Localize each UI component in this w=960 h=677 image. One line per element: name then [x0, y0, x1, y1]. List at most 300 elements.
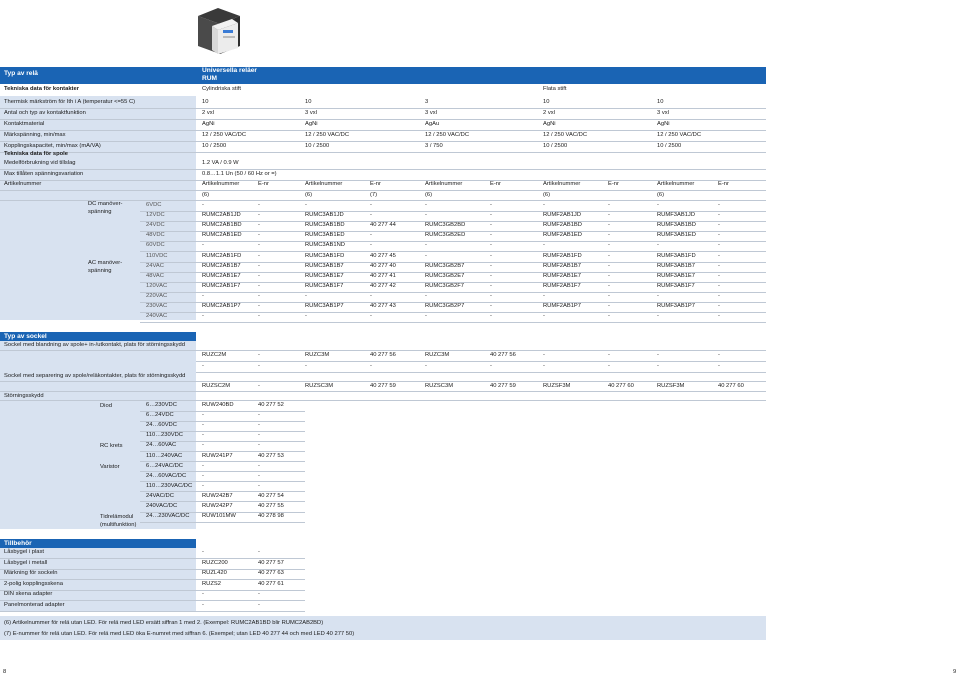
accessory-label: Låsbygel i metall — [4, 559, 48, 566]
article-col-header: Artikelnummer — [305, 181, 343, 187]
coil-title: Tekniska data för spole — [4, 151, 69, 157]
protection-enr: 40 277 54 — [258, 492, 284, 499]
accessories-band — [0, 539, 196, 548]
protection-title: Störningsskydd — [4, 393, 44, 399]
article-cell: RUMF2AB1E7 — [543, 272, 582, 279]
article-cell: RUMC2AB1FD — [202, 252, 242, 259]
article-cell: - — [425, 242, 427, 249]
socket-band — [0, 332, 196, 341]
article-cell: RUMF3AB1ED — [657, 232, 696, 239]
contact-row-value: 12 / 250 VAC/DC — [657, 132, 702, 138]
contact-row-label: Kontaktmaterial — [4, 121, 45, 127]
article-cell: - — [258, 282, 260, 289]
socket-cell: 40 277 56 — [490, 352, 516, 358]
article-cell: - — [718, 292, 720, 299]
article-cell: - — [258, 212, 260, 219]
accessory-article: - — [202, 549, 204, 555]
article-cell: - — [490, 202, 492, 208]
note-6: (6) Artikelnummer för relä utan LED. För relä med LED ersätt siffran 1 med 2. (Exempel: RUMC2AB1BD blir RUMC2AB2BD) — [4, 620, 324, 626]
socket-cell: RUZSC3M — [425, 383, 454, 389]
row-divider — [0, 381, 766, 382]
article-cell: - — [608, 292, 610, 299]
socket-cell: - — [305, 363, 307, 369]
socket-cell: 40 277 56 — [370, 352, 396, 358]
article-cell: RUMF3AB1F7 — [657, 282, 695, 289]
article-cell: RUMC2AB1ED — [202, 232, 242, 239]
article-cell: - — [490, 292, 492, 299]
article-cell: - — [608, 232, 610, 239]
article-cell: RUMF2AB1P7 — [543, 303, 582, 309]
article-cell: RUMC3AB1B7 — [305, 262, 344, 269]
article-cell: - — [490, 303, 492, 309]
article-cell: RUMC3AB1FD — [305, 252, 345, 259]
coil-row-value: 0.8…1.1 Un (50 / 60 Hz or =) — [202, 171, 277, 177]
contact-row-label: Kopplingskapacitet, min/max (mA/VA) — [4, 143, 101, 149]
row-divider — [0, 400, 766, 401]
article-col-header: Artikelnummer — [543, 181, 581, 187]
socket-cell: 40 277 59 — [490, 383, 516, 389]
article-cell: - — [718, 282, 720, 289]
article-cell: - — [718, 202, 720, 208]
tech-header — [0, 86, 766, 94]
protection-enr: 40 277 55 — [258, 503, 284, 509]
ac-group-label: AC manöver- spänning — [88, 260, 123, 274]
article-cell: - — [608, 212, 610, 219]
article-cell: - — [608, 242, 610, 249]
protection-voltage: 110…230VDC — [146, 432, 183, 439]
article-col-header: Artikelnummer — [425, 181, 463, 187]
socket-cell: RUZC3M — [425, 352, 450, 358]
row-divider — [140, 322, 766, 323]
contact-row-label: Antal och typ av kontaktfunktion — [4, 110, 86, 116]
article-cell: - — [490, 313, 492, 320]
article-cell: - — [657, 202, 659, 208]
article-cell: - — [718, 313, 720, 320]
enr-col-header: E-nr — [490, 181, 501, 187]
socket-cell: - — [202, 363, 204, 369]
contact-row-label: Thermisk märkström för Ith i A (temperatur <=55 C) — [4, 99, 136, 105]
protection-article: - — [202, 442, 204, 449]
product-line2: RUM — [202, 75, 218, 82]
socket-sub1: Sockel med blandning av spole+ in-/utkontakt, plats för störningsskydd — [4, 342, 185, 348]
article-cell: - — [258, 292, 260, 299]
row-divider — [140, 312, 766, 313]
article-cell: - — [258, 202, 260, 208]
voltage-label: 220VAC — [146, 292, 168, 299]
article-cell: - — [202, 202, 204, 208]
contact-row-value: 10 / 2500 — [202, 143, 227, 149]
dc-group-label: DC manöver- spänning — [88, 201, 123, 215]
protection-enr: 40 278 98 — [258, 513, 284, 520]
article-cell: - — [258, 262, 260, 269]
protection-article: - — [202, 432, 204, 439]
article-cell: - — [258, 303, 260, 309]
article-cell: RUMC3AB1E7 — [305, 272, 344, 279]
article-cell: RUMC2AB1P7 — [202, 303, 241, 309]
article-cell: - — [657, 292, 659, 299]
protection-voltage: 24…60VDC — [146, 422, 177, 429]
protection-voltage: 6…24VDC — [146, 412, 174, 419]
socket-cell: - — [370, 363, 372, 369]
row-divider — [140, 241, 766, 242]
article-cell: - — [305, 202, 307, 208]
socket-cell: - — [657, 352, 659, 358]
socket-cell: - — [718, 352, 720, 358]
article-cell: - — [258, 222, 260, 229]
row-divider — [0, 152, 766, 153]
article-cell: - — [490, 262, 492, 269]
voltage-label: 12VDC — [146, 212, 165, 219]
article-cell: - — [543, 292, 545, 299]
article-cell: - — [543, 242, 545, 249]
article-cell: 40 277 45 — [370, 252, 396, 259]
footnote-mark: (6) — [543, 192, 551, 198]
article-cell: RUMC3GB2P7 — [425, 303, 465, 309]
coil-row-value: 1.2 VA / 0.9 W — [202, 160, 239, 166]
contact-row-value: AgNi — [657, 121, 670, 127]
voltage-label: 110VDC — [146, 252, 168, 259]
socket-cell: 40 277 59 — [370, 383, 396, 389]
accessories-title: Tillbehör — [4, 540, 32, 547]
coil-row-label: Medelförbrukning vid tillslag — [4, 160, 76, 166]
article-cell: 40 277 41 — [370, 272, 396, 279]
tech-label: Tekniska data för kontakter — [4, 86, 79, 92]
protection-enr: 40 277 52 — [258, 402, 284, 408]
socket-cell: - — [718, 363, 720, 369]
article-cell: RUMF3AB1JD — [657, 212, 696, 219]
note-7: (7) E-nummer för relä utan LED. För relä med LED öka E-numret med siffran 6. (Exempel; utan LED 40 277 44 och med LED 40 277 50) — [4, 631, 355, 637]
article-cell: - — [608, 272, 610, 279]
contact-row-value: 3 / 750 — [425, 143, 443, 149]
article-cell: - — [258, 272, 260, 279]
accessory-article: RUZL420 — [202, 570, 227, 577]
article-cell: RUMC2AB1JD — [202, 212, 241, 219]
socket-cell: - — [425, 363, 427, 369]
accessory-label: Märkning för sockeln — [4, 570, 58, 577]
row-divider — [0, 141, 766, 142]
article-cell: 40 277 42 — [370, 282, 396, 289]
socket-cell: RUZSC3M — [305, 383, 334, 389]
row-divider — [196, 361, 766, 362]
article-cell: RUMC3AB1P7 — [305, 303, 344, 309]
contact-row-value: 10 — [543, 99, 550, 105]
protection-article: - — [202, 482, 204, 489]
protection-voltage: 110…240VAC — [146, 452, 183, 459]
contact-row-value: AgAu — [425, 121, 440, 127]
article-cell: RUMC3AB1JD — [305, 212, 344, 219]
article-cell: RUMF3AB1E7 — [657, 272, 696, 279]
article-cell: - — [608, 202, 610, 208]
article-cell: 40 277 43 — [370, 303, 396, 309]
article-cell: RUMF2AB1ED — [543, 232, 582, 239]
protection-article: RUW242B7 — [202, 492, 233, 499]
article-cell: - — [370, 232, 372, 239]
protection-article: - — [202, 412, 204, 419]
socket-cell: RUZSC2M — [202, 383, 231, 389]
article-cell: - — [258, 232, 260, 239]
row-divider — [0, 190, 766, 191]
voltage-label: 6VDC — [146, 202, 162, 208]
protection-enr: - — [258, 482, 260, 489]
row-divider — [0, 108, 766, 109]
protection-enr: - — [258, 432, 260, 439]
article-cell: 40 277 44 — [370, 222, 396, 229]
protection-voltage: 24VAC/DC — [146, 492, 174, 499]
protection-group: RC krets — [100, 443, 123, 450]
protection-enr: - — [258, 462, 260, 469]
protection-voltage: 240VAC/DC — [146, 503, 178, 509]
contact-row-value: 10 / 2500 — [657, 143, 682, 149]
article-cell: - — [258, 252, 260, 259]
article-cell: RUMF2AB1BD — [543, 222, 582, 229]
enr-col-header: E-nr — [258, 181, 269, 187]
contact-row-value: 10 / 2500 — [543, 143, 568, 149]
relay-type-label: Typ av relä — [4, 70, 38, 77]
coil-row-label: Max tillåten spänningsvariation — [4, 171, 84, 177]
article-cell: - — [258, 313, 260, 320]
socket-cell: RUZC2M — [202, 352, 227, 358]
article-cell: RUMC3GB2B7 — [425, 262, 465, 269]
socket-cell: RUZSF3M — [543, 383, 571, 389]
article-cell: - — [718, 242, 720, 249]
article-cell: - — [718, 272, 720, 279]
accessory-article: - — [202, 591, 204, 598]
article-cell: - — [202, 292, 204, 299]
accessory-label: 2-polig kopplingsskena — [4, 580, 63, 587]
pin-type-flat: Flata stift — [543, 86, 567, 92]
accessory-enr: - — [258, 602, 260, 608]
protection-voltage: 24…230VAC/DC — [146, 513, 190, 520]
protection-group: Tidrelämodul (multifunktion) — [100, 514, 137, 529]
contact-row-value: 2 vxl — [543, 110, 555, 116]
contact-row-value: 2 vxl — [202, 110, 214, 116]
article-cell: - — [425, 212, 427, 219]
socket-cell: - — [543, 363, 545, 369]
contact-row-value: 3 vxl — [425, 110, 437, 116]
contact-row-value: 12 / 250 VAC/DC — [305, 132, 350, 138]
article-cell: - — [425, 292, 427, 299]
protection-voltage: 24…60VAC — [146, 442, 177, 449]
contact-row-value: 10 / 2500 — [305, 143, 330, 149]
article-cell: - — [718, 212, 720, 219]
article-cell: - — [718, 262, 720, 269]
protection-article: RUW240BD — [202, 402, 234, 408]
article-cell: - — [608, 222, 610, 229]
article-cell: RUMC3AB1BD — [305, 222, 345, 229]
article-cell: - — [543, 313, 545, 320]
row-divider — [0, 350, 766, 351]
accessory-article: RUZC200 — [202, 559, 228, 566]
article-cell: - — [370, 242, 372, 249]
contact-row-value: 10 — [305, 99, 312, 105]
row-divider — [0, 169, 766, 170]
footnote-mark: (6) — [425, 192, 433, 198]
row-divider — [0, 611, 305, 612]
product-image — [192, 2, 250, 60]
protection-voltage: 6…24VAC/DC — [146, 462, 183, 469]
accessory-article: - — [202, 602, 204, 608]
article-cell: - — [657, 242, 659, 249]
contact-row-value: AgNi — [543, 121, 556, 127]
article-cell: RUMC3AB1ED — [305, 232, 345, 239]
protection-article: RUW242P7 — [202, 503, 233, 509]
article-cell: - — [202, 242, 204, 249]
protection-article: - — [202, 422, 204, 429]
contact-row-value: AgNi — [202, 121, 215, 127]
accessory-label: Panelmonterad adapter — [4, 602, 65, 608]
footnote-mark: (6) — [657, 192, 665, 198]
socket-cell: - — [490, 363, 492, 369]
voltage-label: 240VAC — [146, 313, 168, 320]
article-cell: RUMF3AB1FD — [657, 252, 696, 259]
article-cell: - — [718, 252, 720, 259]
article-cell: RUMF2AB1FD — [543, 252, 582, 259]
row-divider — [0, 180, 766, 181]
article-cell: RUMF3AB1B7 — [657, 262, 696, 269]
article-label: Artikelnummer — [4, 181, 42, 187]
contact-row-label: Märkspänning, min/max — [4, 132, 66, 138]
article-cell: RUMF2AB1JD — [543, 212, 582, 219]
article-cell: RUMC3GB2ED — [425, 232, 466, 239]
socket-cell: - — [608, 352, 610, 358]
contact-row-value: 10 — [202, 99, 209, 105]
article-cell: - — [425, 252, 427, 259]
article-cell: - — [370, 292, 372, 299]
protection-article: RUW101MW — [202, 513, 236, 520]
row-divider — [140, 522, 305, 523]
article-cell: - — [202, 313, 204, 320]
protection-group: Varistor — [100, 463, 120, 470]
protection-enr: 40 277 53 — [258, 452, 284, 459]
article-cell: - — [425, 313, 427, 320]
article-cell: - — [718, 222, 720, 229]
product-line1: Universella reläer — [202, 67, 257, 74]
article-cell: RUMC3AB1ND — [305, 242, 345, 249]
article-cell: - — [543, 202, 545, 208]
protection-article: - — [202, 472, 204, 479]
article-cell: RUMF2AB1B7 — [543, 262, 582, 269]
article-cell: - — [490, 232, 492, 239]
accessory-enr: - — [258, 549, 260, 555]
protection-enr: - — [258, 442, 260, 449]
protection-article: - — [202, 462, 204, 469]
socket-cell: 40 277 60 — [718, 383, 744, 389]
footnote-mark: (7) — [370, 192, 378, 198]
accessory-enr: 40 277 63 — [258, 570, 284, 577]
article-cell: - — [490, 272, 492, 279]
socket-cell: - — [543, 352, 545, 358]
page-number-left: 8 — [3, 669, 7, 675]
enr-col-header: E-nr — [608, 181, 619, 187]
socket-cell: - — [258, 383, 260, 389]
article-cell: - — [370, 313, 372, 320]
protection-enr: - — [258, 422, 260, 429]
article-cell: - — [370, 212, 372, 219]
row-divider — [0, 391, 766, 392]
article-cell: - — [718, 232, 720, 239]
socket-title: Typ av sockel — [4, 333, 47, 340]
protection-enr: - — [258, 472, 260, 479]
article-cell: - — [608, 252, 610, 259]
contact-row-value: 3 — [425, 99, 429, 105]
voltage-label: 48VDC — [146, 232, 165, 239]
voltage-label: 24VDC — [146, 222, 165, 229]
article-cell: RUMF2AB1F7 — [543, 282, 581, 289]
article-col-header: Artikelnummer — [657, 181, 695, 187]
article-cell: RUMC2AB1B7 — [202, 262, 241, 269]
voltage-label: 120VAC — [146, 282, 168, 289]
enr-col-header: E-nr — [370, 181, 381, 187]
socket-cell: 40 277 60 — [608, 383, 634, 389]
article-cell: - — [490, 212, 492, 219]
row-divider — [140, 292, 766, 293]
row-divider — [196, 372, 766, 373]
contact-row-value: 3 vxl — [657, 110, 669, 116]
accessory-label: Låsbygel i plast — [4, 549, 44, 555]
protection-group: Diod — [100, 403, 112, 409]
row-divider — [0, 130, 766, 131]
article-col-header: Artikelnummer — [202, 181, 240, 187]
socket-cell: - — [258, 352, 260, 358]
article-cell: - — [718, 303, 720, 309]
socket-cell: RUZSF3M — [657, 383, 685, 389]
socket-cell: - — [657, 363, 659, 369]
protection-voltage: 110…230VAC/DC — [146, 482, 193, 489]
article-cell: - — [608, 262, 610, 269]
protection-article: RUW241P7 — [202, 452, 233, 459]
voltage-label: 60VDC — [146, 242, 165, 249]
article-cell: - — [490, 282, 492, 289]
contact-row-value: AgNi — [305, 121, 318, 127]
accessory-enr: 40 277 57 — [258, 559, 284, 566]
article-cell: - — [657, 313, 659, 320]
header-band — [0, 67, 766, 84]
article-cell: 40 277 40 — [370, 262, 396, 269]
article-cell: RUMC2AB1E7 — [202, 272, 241, 279]
page-number-right: 9 — [953, 669, 957, 675]
accessory-enr: 40 277 61 — [258, 580, 284, 587]
footnote-mark: (6) — [202, 192, 210, 198]
article-cell: - — [370, 202, 372, 208]
accessory-label: DIN skena adapter — [4, 591, 53, 598]
enr-col-header: E-nr — [718, 181, 729, 187]
row-divider — [0, 119, 766, 120]
article-cell: RUMC2AB1BD — [202, 222, 242, 229]
voltage-label: 230VAC — [146, 303, 168, 309]
accessory-enr: - — [258, 591, 260, 598]
article-cell: - — [608, 303, 610, 309]
protection-voltage: 24…60VAC/DC — [146, 472, 187, 479]
article-cell: - — [608, 282, 610, 289]
article-cell: RUMC3GB2E7 — [425, 272, 465, 279]
article-cell: RUMF3AB1BD — [657, 222, 696, 229]
article-cell: - — [425, 202, 427, 208]
contact-row-value: 10 — [657, 99, 664, 105]
article-cell: - — [490, 252, 492, 259]
socket-cell: - — [608, 363, 610, 369]
contact-row-value: 12 / 250 VAC/DC — [202, 132, 247, 138]
accessory-article: RUZS2 — [202, 580, 222, 587]
article-cell: - — [608, 313, 610, 320]
voltage-label: 24VAC — [146, 262, 164, 269]
article-cell: RUMC3GB2F7 — [425, 282, 464, 289]
footnote-mark: (6) — [305, 192, 313, 198]
article-cell: - — [305, 292, 307, 299]
article-cell: RUMF3AB1P7 — [657, 303, 696, 309]
socket-cell: - — [258, 363, 260, 369]
article-cell: - — [305, 313, 307, 320]
protection-enr: - — [258, 412, 260, 419]
